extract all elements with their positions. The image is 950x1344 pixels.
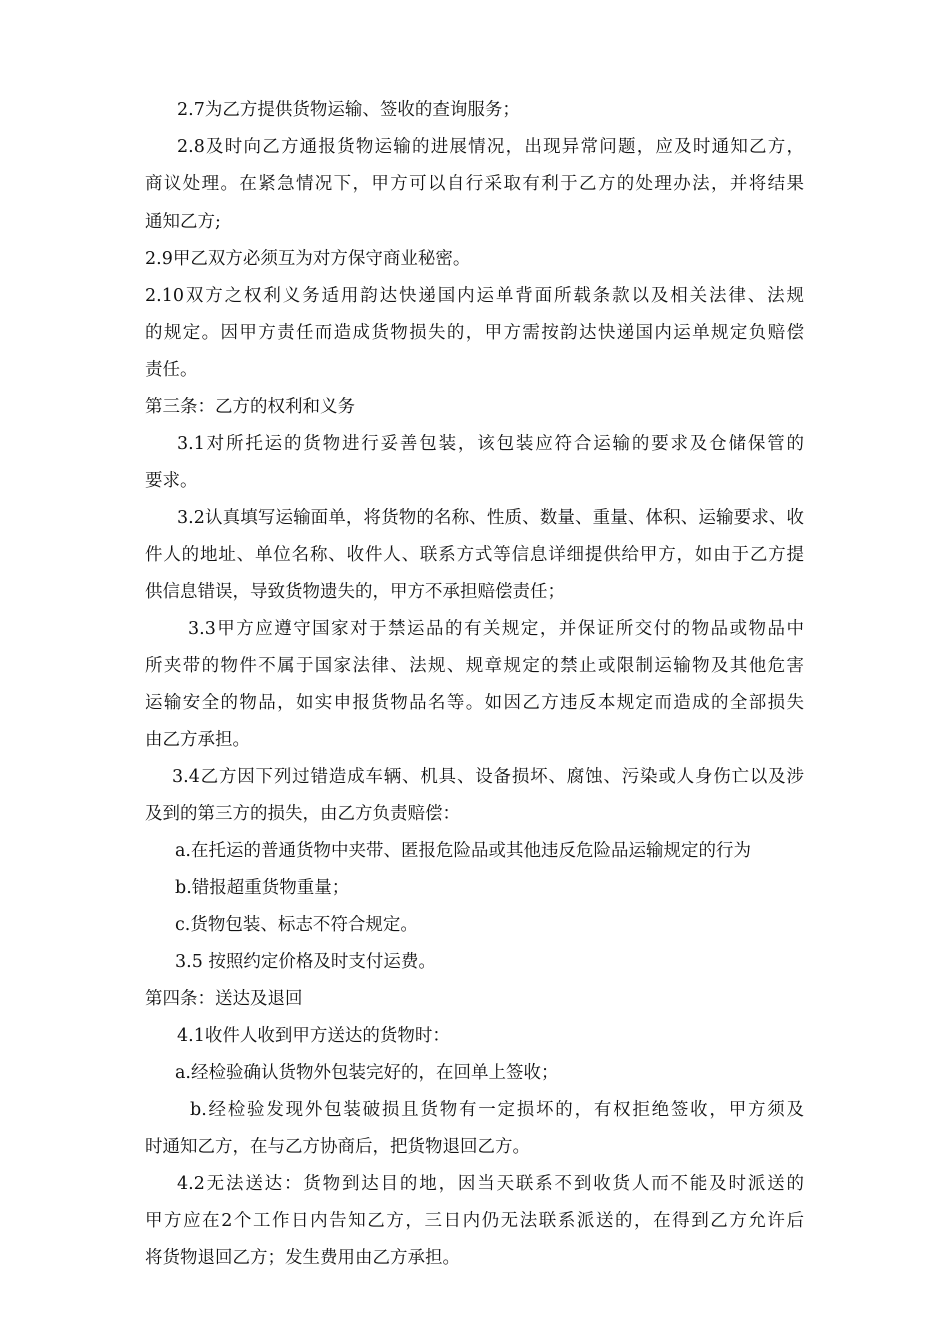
clause-3-3-line-1: 3.3甲方应遵守国家对于禁运品的有关规定，并保证所交付的物品或物品中	[188, 619, 804, 639]
clause-2-8-line-2: 商议处理。在紧急情况下，甲方可以自行采取有利于乙方的处理办法，并将结果	[145, 174, 804, 194]
section-3-heading: 第三条：乙方的权利和义务	[145, 397, 355, 417]
clause-2-7: 2.7为乙方提供货物运输、签收的查询服务；	[177, 100, 520, 120]
clause-3-3-line-4: 由乙方承担。	[145, 730, 250, 750]
clause-2-9: 2.9甲乙双方必须互为对方保守商业秘密。	[145, 249, 471, 269]
clause-4-1-item-b-line-2: 时通知乙方，在与乙方协商后，把货物退回乙方。	[145, 1137, 530, 1157]
clause-4-1: 4.1收件人收到甲方送达的货物时：	[177, 1026, 450, 1046]
clause-3-4-item-b: b.错报超重货物重量；	[175, 878, 350, 898]
clause-4-2-line-2: 甲方应在2个工作日内告知乙方，三日内仍无法联系派送的，在得到乙方允许后	[145, 1211, 804, 1231]
clause-2-8-line-3: 通知乙方;	[145, 212, 221, 232]
clause-3-1-line-2: 要求。	[145, 471, 198, 491]
clause-3-1-line-1: 3.1对所托运的货物进行妥善包装，该包装应符合运输的要求及仓储保管的	[177, 434, 804, 454]
clause-3-4-item-a: a.在托运的普通货物中夹带、匿报危险品或其他违反危险品运输规定的行为	[175, 841, 751, 861]
clause-2-10-line-2: 的规定。因甲方责任而造成货物损失的，甲方需按韵达快递国内运单规定负赔偿	[145, 323, 804, 343]
section-4-heading: 第四条：送达及退回	[145, 989, 303, 1009]
clause-2-10-line-3: 责任。	[145, 360, 198, 380]
clause-4-1-item-a: a.经检验确认货物外包装完好的，在回单上签收；	[175, 1063, 559, 1083]
clause-3-4-line-2: 及到的第三方的损失，由乙方负责赔偿：	[145, 804, 460, 824]
clause-2-10-line-1: 2.10双方之权利义务适用韵达快递国内运单背面所载条款以及相关法律、法规	[145, 286, 804, 306]
clause-3-4-item-c: c.货物包装、标志不符合规定。	[175, 915, 418, 935]
clause-3-4-line-1: 3.4乙方因下列过错造成车辆、机具、设备损坏、腐蚀、污染或人身伤亡以及涉	[172, 767, 804, 787]
clause-3-2-line-2: 件人的地址、单位名称、收件人、联系方式等信息详细提供给甲方，如由于乙方提	[145, 545, 804, 565]
clause-4-1-item-b-line-1: b.经检验发现外包装破损且货物有一定损坏的，有权拒绝签收，甲方须及	[190, 1100, 804, 1120]
clause-3-5: 3.5 按照约定价格及时支付运费。	[175, 952, 436, 972]
clause-3-3-line-3: 运输安全的物品，如实申报货物品名等。如因乙方违反本规定而造成的全部损失	[145, 693, 804, 713]
clause-3-2-line-3: 供信息错误，导致货物遗失的，甲方不承担赔偿责任；	[145, 582, 565, 602]
clause-4-2-line-1: 4.2无法送达：货物到达目的地，因当天联系不到收货人而不能及时派送的	[177, 1174, 804, 1194]
clause-4-2-line-3: 将货物退回乙方；发生费用由乙方承担。	[145, 1248, 460, 1268]
clause-3-3-line-2: 所夹带的物件不属于国家法律、法规、规章规定的禁止或限制运输物及其他危害	[145, 656, 804, 676]
clause-2-8-line-1: 2.8及时向乙方通报货物运输的进展情况，出现异常问题，应及时通知乙方，	[177, 137, 804, 157]
clause-3-2-line-1: 3.2认真填写运输面单，将货物的名称、性质、数量、重量、体积、运输要求、收	[177, 508, 804, 528]
